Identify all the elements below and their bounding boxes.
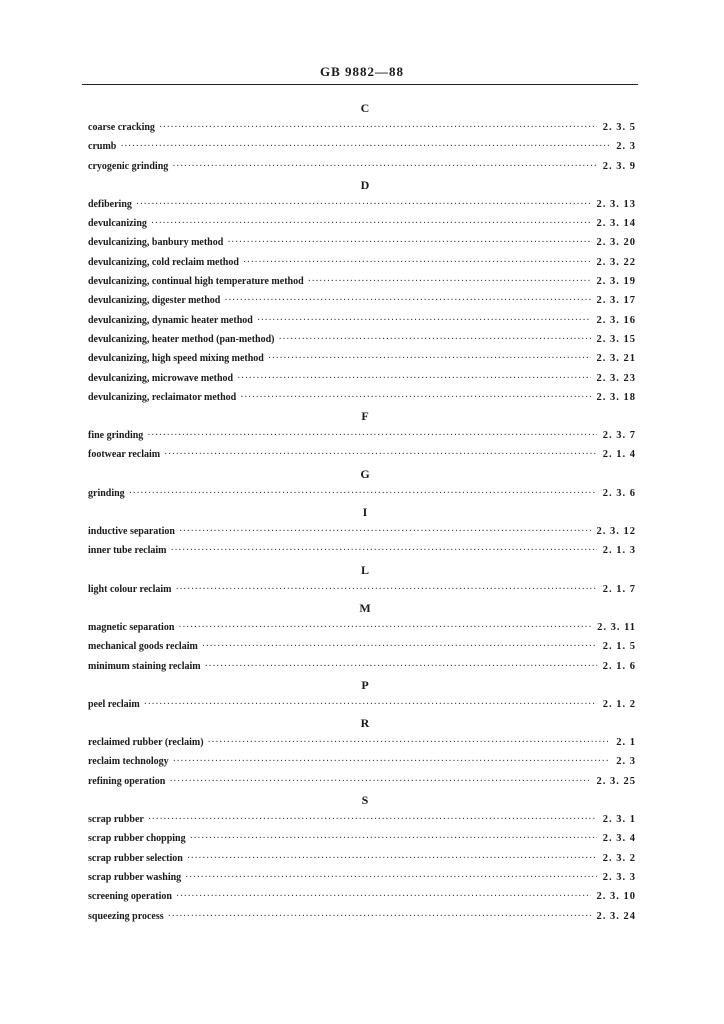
dot-leader [176,887,591,906]
clause-reference: 2. 3. 20 [596,237,636,249]
clause-reference: 2. 3. 21 [596,353,636,365]
clause-reference: 2. 3. 5 [602,122,636,133]
clause-reference: 2. 3. 10 [596,891,636,903]
dot-leader [187,849,597,868]
dot-leader [237,369,590,388]
index-term: devulcanizing, banbury method [88,237,224,249]
index-entry [88,752,636,771]
index-term: devulcanizing, dynamic heater method [88,314,253,326]
clause-reference: 2. 1. 6 [602,660,636,672]
clause-reference: 2. 3. 17 [596,295,636,307]
clause-reference: 2. 3. 4 [602,833,636,845]
clause-reference: 2. 3. 24 [596,910,636,922]
index-term: devulcanizing [88,218,147,230]
section-letter: S [361,793,369,808]
clause-reference: 2. 1. 4 [602,449,636,461]
index-term: devulcanizing, microwave method [88,372,234,384]
dot-leader [120,137,610,156]
index-entry [88,157,636,176]
index-entry [88,272,636,291]
index-term: reclaim technology [88,756,169,768]
index-term: devulcanizing, heater method (pan-method) [88,333,275,345]
index-term: coarse cracking [88,122,155,133]
index-term: devulcanizing, high speed mixing method [88,353,264,365]
index-term: devulcanizing, reclaimator method [88,391,237,403]
dot-leader [268,349,591,368]
index-term: scrap rubber washing [88,871,182,883]
dot-leader [202,637,597,656]
index-term: scrap rubber selection [88,852,183,864]
page-header: GB 9882—88 [319,64,405,79]
index-entry [88,445,636,464]
clause-reference: 2. 3. 25 [596,775,636,787]
index-term: cryogenic grinding [88,160,169,172]
index-term: devulcanizing, cold reclaim method [88,256,239,268]
index-entry [88,541,636,560]
clause-reference: 2. 3. 14 [596,218,636,230]
dot-leader [227,233,590,252]
index-term: scrap rubber chopping [88,833,186,845]
dot-leader [257,311,591,330]
clause-reference: 2. 3. 2 [602,852,636,864]
index-entry [88,772,636,791]
dot-leader [172,157,596,176]
dot-leader [179,522,591,541]
dot-leader [308,272,591,291]
clause-reference: 2. 3 [616,756,636,768]
clause-reference: 2. 1. 5 [602,641,636,653]
clause-reference: 2. 3. 22 [596,256,636,268]
index-entry [88,137,636,156]
dot-leader [169,772,590,791]
section-letter: R [360,716,370,731]
index-entry [88,349,636,368]
clause-reference: 2. 3. 11 [597,621,636,633]
index-term: defibering [88,198,132,210]
index-entry [88,484,636,503]
dot-leader [164,445,597,464]
dot-leader [208,733,611,752]
dot-leader [148,810,597,829]
index-entry [88,810,636,829]
clause-reference: 2. 3. 15 [596,333,636,345]
clause-reference: 2. 3. 7 [602,430,636,442]
index-term: footwear reclaim [88,449,161,461]
dot-leader [147,426,596,445]
dot-leader [168,907,591,926]
index-term: grinding [88,487,125,499]
index-term: reclaimed rubber (reclaim) [88,737,204,749]
index-term: inductive separation [88,526,175,538]
index-term: inner tube reclaim [88,545,167,557]
index-entry [88,195,636,214]
index-entry [88,426,636,445]
dot-leader [176,580,597,599]
index-term: mechanical goods reclaim [88,641,198,653]
clause-reference: 2. 3. 1 [602,814,636,826]
clause-reference: 2. 3. 16 [596,314,636,326]
index-entry [88,522,636,541]
index-entry [88,868,636,887]
clause-reference: 2. 1 [616,737,636,749]
clause-reference: 2. 3 [616,141,636,153]
section-letter: C [360,101,370,115]
index-entry [88,580,636,599]
index-entry [88,733,636,752]
index-entry [88,233,636,252]
index-term: devulcanizing, digester method [88,295,221,307]
dot-leader [151,214,591,233]
index-term: crumb [88,141,117,153]
index-term: squeezing process [88,910,164,922]
index-term: magnetic separation [88,621,175,633]
section-letter: F [361,409,369,424]
index-entry [88,695,636,714]
index-entry [88,388,636,407]
index-entry [88,849,636,868]
clause-reference: 2. 1. 2 [602,698,636,710]
section-letter: P [361,677,369,692]
dot-leader [129,484,597,503]
index-term: scrap rubber [88,814,144,826]
dot-leader [278,330,590,349]
dot-leader [185,868,597,887]
clause-reference: 2. 1. 3 [602,545,636,557]
index-term: minimum staining reclaim [88,660,201,672]
clause-reference: 2. 3. 9 [602,160,636,172]
dot-leader [136,195,591,214]
section-letter: D [360,177,370,192]
dot-leader [224,291,590,310]
index-entry [88,618,636,637]
dot-leader [240,388,590,407]
index-entry [88,887,636,906]
index-entry [88,907,636,926]
alphabetical-index [88,99,636,926]
dot-leader [205,657,597,676]
clause-reference: 2. 3. 23 [596,372,636,384]
dot-leader [243,253,591,272]
header-rule [82,84,638,85]
index-entry [88,118,636,137]
clause-reference: 2. 3. 12 [596,526,636,538]
dot-leader [144,695,597,714]
dot-leader [171,541,597,560]
index-term: screening operation [88,891,172,903]
index-term: refining operation [88,775,166,787]
clause-reference: 2. 3. 13 [596,198,636,210]
index-entry [88,637,636,656]
index-entry [88,291,636,310]
dot-leader [178,618,591,637]
clause-reference: 2. 3. 3 [602,871,636,883]
section-letter: M [359,600,371,615]
index-entry [88,369,636,388]
index-term: light colour reclaim [88,583,172,595]
clause-reference: 2. 1. 7 [602,583,636,595]
index-entry [88,253,636,272]
index-entry [88,330,636,349]
section-letter: L [360,562,369,577]
section-letter: I [362,505,368,520]
index-term: peel reclaim [88,698,140,710]
dot-leader [190,829,597,848]
clause-reference: 2. 3. 18 [596,391,636,403]
dot-leader [173,752,611,771]
section-letter: G [360,466,370,481]
index-entry [88,657,636,676]
clause-reference: 2. 3. 6 [602,487,636,499]
dot-leader [159,118,597,137]
index-term: devulcanizing, continual high temperature method [88,276,304,288]
index-term: fine grinding [88,430,144,442]
clause-reference: 2. 3. 19 [596,276,636,288]
index-entry [88,214,636,233]
index-entry [88,311,636,330]
index-entry [88,829,636,848]
